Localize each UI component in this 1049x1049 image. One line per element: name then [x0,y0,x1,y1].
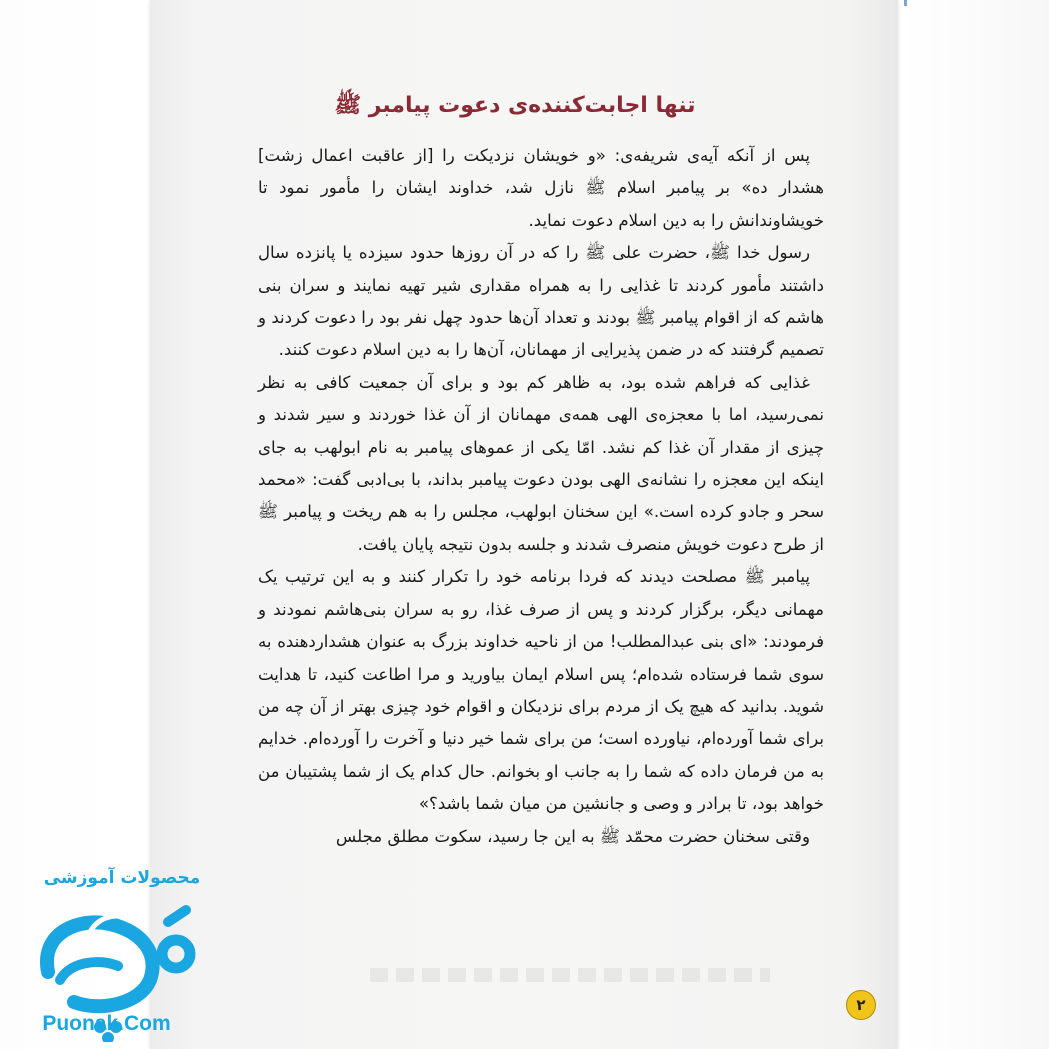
paragraph: غذایی که فراهم شده بود، به ظاهر کم بود و برای آن جمعیت کافی به نظر نمی‌رسید، اما با معجزه‌ی الهی همه‌ی مهمانان از آن غذا خوردند و سیر شدند و چیزی از مقدار آن غذا کم نشد. امّا یکی از عموهای پیامبر به نام ابولهب به جای اینکه این معجزه را نشانه‌ی الهی بودن دعوت پیامبر بداند، با بی‌ادبی گفت: «محمد سحر و جادو کرده است.» این سخنان ابولهب، مجلس را به هم ریخت و پیامبر ﷺ از طرح دعوت خویش منصرف شدند و جلسه بدون نتیجه پایان یافت. [258,372,824,554]
paragraph: وقتی سخنان حضرت محمّد ﷺ به این جا رسید، سکوت مطلق مجلس [335,826,810,846]
show-through-text [370,968,770,982]
corner-mark [904,0,907,6]
paragraph: پیامبر ﷺ مصلحت دیدند که فردا برنامه خود را تکرار کنند و به این ترتیب یک مهمانی دیگر، برگزار کردند و پس از صرف غذا، رو به سران بنی‌هاشم نمودند و فرمودند: «ای بنی عبدالمطلب! من از ناحیه خداوند بزرگ به عنوان هشداردهنده به سوی شما فرستاده شده‌ام؛ پس اسلام ایمان بیاورید و مرا اطاعت کنید، تا هدایت شوید. بدانید که هیچ یک از مردم برای نزدیکان و اقوام خود چیزی بهتر از آن چه من برای شما آورده‌ام، نیاورده است؛ من برای شما خیر دنیا و آخرت را آورده‌ام. خدایم به من فرمان داده که شما را به جانب او بخوانم. حال کدام یک از شما پشتیبان من خواهد بود، تا برادر و وصی و جانشین من میان شما باشد؟» [258,567,824,814]
paragraph: پس از آنکه آیه‌ی شریفه‌ی: «و خویشان نزدیکت را [از عاقبت اعمال زشت] هشدار ده» بر پیامبر اسلام ﷺ نازل شد، خداوند ایشان را مأمور نمود تا خویشاوندانش را به دین اسلام دعوت نماید. [258,146,824,230]
paragraph: رسول خدا ﷺ، حضرت علی ﷺ را که در آن روزها حدود سیزده یا پانزده سال داشتند مأمور کردند تا غذایی را به همراه مقداری شیر تهیه نمایند و سران بنی هاشم که از اقوام پیامبر ﷺ بودند و تعداد آن‌ها حدود چهل نفر بود را دعوت کردند و تصمیم گرفتند که در ضمن پذیرایی از مهمانان، آن‌ها را به دین اسلام دعوت کنند. [258,243,824,360]
page-number-badge: ۲ [846,990,876,1020]
watermark-caption: محصولات آموزشی [43,868,201,888]
watermark-url: Puonak.Com [42,1012,171,1035]
page-title: تنها اجابت‌کننده‌ی دعوت پیامبر ﷺ [334,93,696,118]
body-text [258,140,824,853]
